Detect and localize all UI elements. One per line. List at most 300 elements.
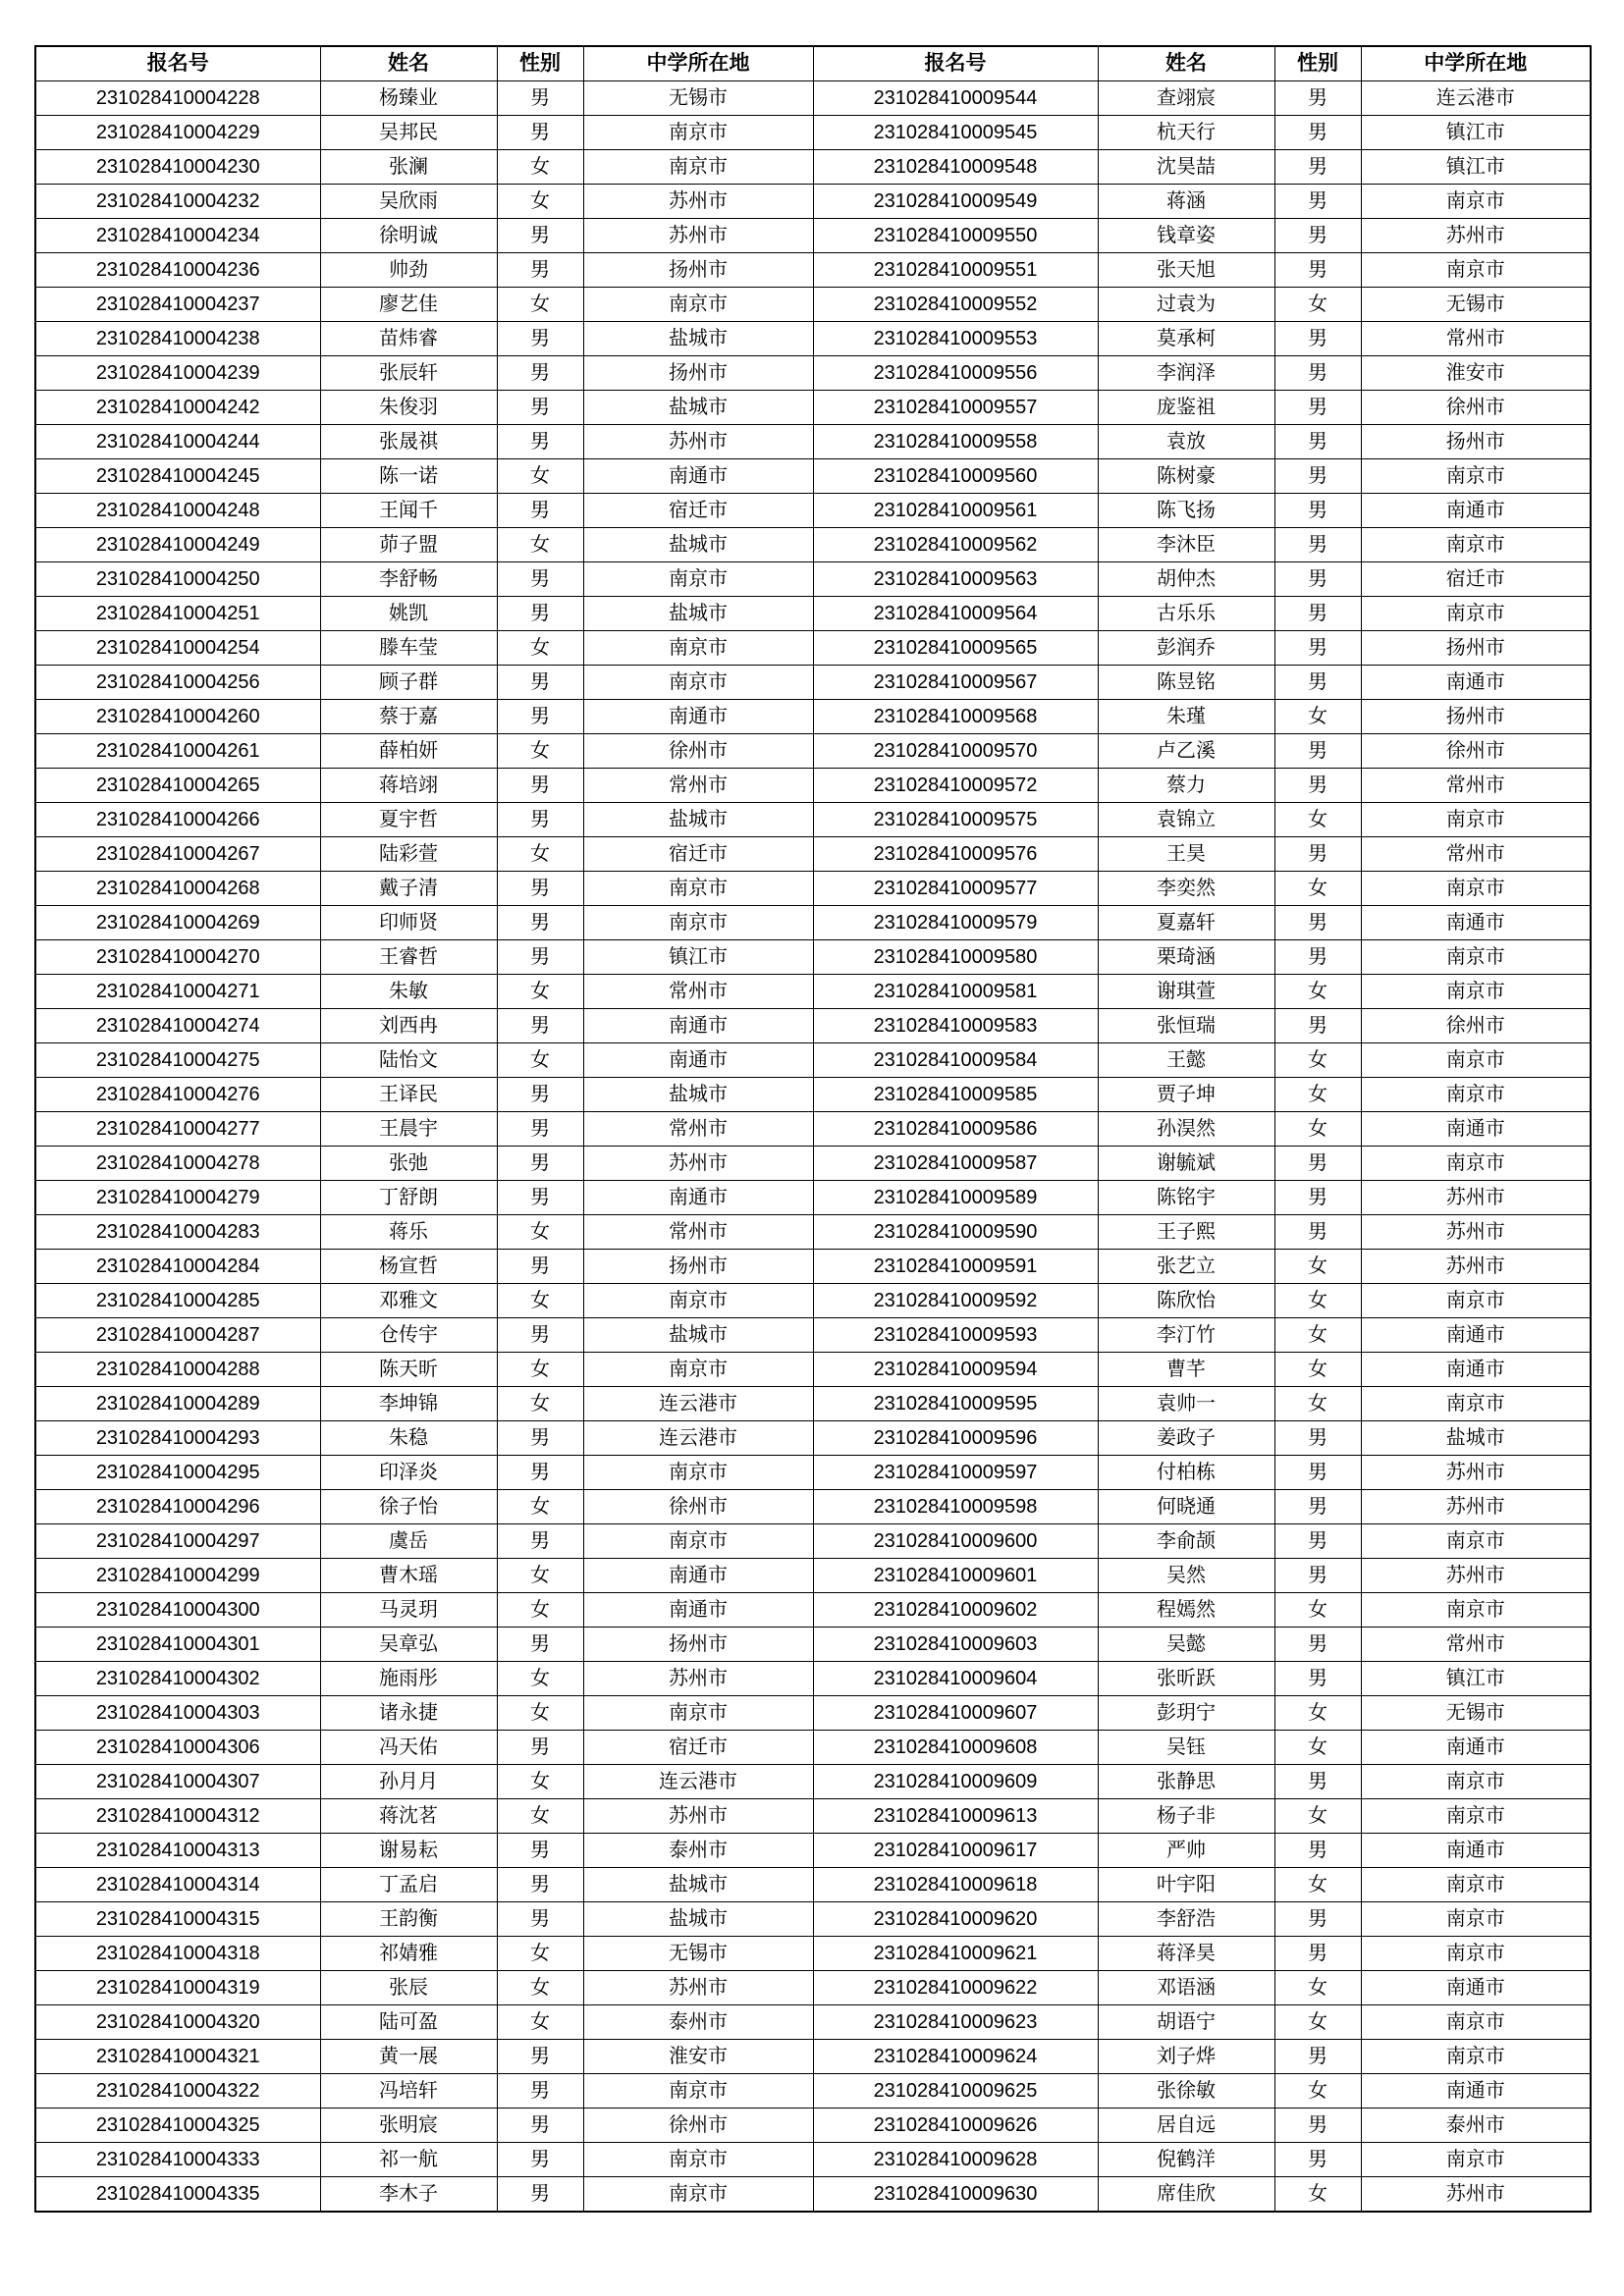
gender-cell: 男: [497, 906, 583, 940]
school-city-cell: 盐城市: [583, 391, 813, 425]
registration-number-cell: 231028410004325: [35, 2109, 320, 2143]
registration-number-cell: 231028410009552: [813, 288, 1098, 322]
name-cell: 张弛: [320, 1147, 497, 1181]
gender-cell: 男: [497, 803, 583, 837]
gender-cell: 男: [1274, 631, 1361, 666]
header-school-city-right: 中学所在地: [1361, 46, 1591, 81]
registration-number-cell: 231028410009591: [813, 1250, 1098, 1284]
school-city-cell: 连云港市: [583, 1387, 813, 1421]
gender-cell: 男: [497, 940, 583, 975]
school-city-cell: 连云港市: [583, 1421, 813, 1456]
gender-cell: 男: [1274, 1490, 1361, 1524]
gender-cell: 女: [1274, 288, 1361, 322]
table-row: [35, 906, 1591, 940]
table-row: [35, 1284, 1591, 1318]
name-cell: 吴然: [1098, 1559, 1274, 1593]
gender-cell: 女: [1274, 1971, 1361, 2005]
header-school-city-left: 中学所在地: [583, 46, 813, 81]
gender-cell: 男: [497, 1250, 583, 1284]
school-city-cell: 扬州市: [1361, 700, 1591, 734]
school-city-cell: 常州市: [1361, 769, 1591, 803]
school-city-cell: 扬州市: [583, 1628, 813, 1662]
registration-number-cell: 231028410009590: [813, 1215, 1098, 1250]
table-row: [35, 1043, 1591, 1078]
name-cell: 印泽炎: [320, 1456, 497, 1490]
registration-number-cell: 231028410004299: [35, 1559, 320, 1593]
gender-cell: 女: [1274, 1353, 1361, 1387]
table-row: [35, 734, 1591, 769]
school-city-cell: 南通市: [1361, 1834, 1591, 1868]
gender-cell: 女: [1274, 2177, 1361, 2213]
name-cell: 王晨宇: [320, 1112, 497, 1147]
name-cell: 张辰轩: [320, 356, 497, 391]
school-city-cell: 盐城市: [583, 322, 813, 356]
school-city-cell: 南京市: [583, 2177, 813, 2213]
registration-number-cell: 231028410009603: [813, 1628, 1098, 1662]
name-cell: 李润泽: [1098, 356, 1274, 391]
table-row: [35, 1628, 1591, 1662]
name-cell: 王韵衡: [320, 1902, 497, 1937]
name-cell: 杨子非: [1098, 1799, 1274, 1834]
registration-number-cell: 231028410009594: [813, 1353, 1098, 1387]
name-cell: 李奕然: [1098, 872, 1274, 906]
gender-cell: 男: [1274, 769, 1361, 803]
gender-cell: 男: [1274, 1834, 1361, 1868]
name-cell: 谢易耘: [320, 1834, 497, 1868]
gender-cell: 男: [1274, 940, 1361, 975]
school-city-cell: 南京市: [1361, 1765, 1591, 1799]
registration-number-cell: 231028410009595: [813, 1387, 1098, 1421]
gender-cell: 男: [1274, 1421, 1361, 1456]
registration-number-cell: 231028410004303: [35, 1696, 320, 1731]
registration-number-cell: 231028410009593: [813, 1318, 1098, 1353]
school-city-cell: 常州市: [1361, 837, 1591, 872]
gender-cell: 男: [497, 2109, 583, 2143]
table-row: [35, 1799, 1591, 1834]
table-row: [35, 219, 1591, 253]
table-row: [35, 356, 1591, 391]
gender-cell: 男: [1274, 2109, 1361, 2143]
name-cell: 彭润乔: [1098, 631, 1274, 666]
school-city-cell: 苏州市: [583, 1799, 813, 1834]
registration-number-cell: 231028410009580: [813, 940, 1098, 975]
registration-number-cell: 231028410004242: [35, 391, 320, 425]
registration-number-cell: 231028410004320: [35, 2005, 320, 2040]
registration-number-cell: 231028410009622: [813, 1971, 1098, 2005]
school-city-cell: 南京市: [583, 666, 813, 700]
registration-number-cell: 231028410004239: [35, 356, 320, 391]
gender-cell: 女: [497, 185, 583, 219]
registration-number-cell: 231028410004274: [35, 1009, 320, 1043]
registration-number-cell: 231028410004321: [35, 2040, 320, 2074]
registration-number-cell: 231028410004285: [35, 1284, 320, 1318]
registration-number-cell: 231028410009584: [813, 1043, 1098, 1078]
name-cell: 夏嘉轩: [1098, 906, 1274, 940]
school-city-cell: 盐城市: [583, 1868, 813, 1902]
gender-cell: 男: [1274, 1902, 1361, 1937]
registration-number-cell: 231028410004283: [35, 1215, 320, 1250]
name-cell: 古乐乐: [1098, 597, 1274, 631]
school-city-cell: 徐州市: [1361, 391, 1591, 425]
school-city-cell: 常州市: [583, 1112, 813, 1147]
name-cell: 顾子群: [320, 666, 497, 700]
gender-cell: 男: [1274, 2143, 1361, 2177]
registration-number-cell: 231028410004293: [35, 1421, 320, 1456]
registration-number-cell: 231028410004295: [35, 1456, 320, 1490]
gender-cell: 女: [1274, 1078, 1361, 1112]
school-city-cell: 南通市: [583, 1559, 813, 1593]
header-name-left: 姓名: [320, 46, 497, 81]
school-city-cell: 盐城市: [583, 1318, 813, 1353]
table-row: [35, 528, 1591, 562]
gender-cell: 女: [497, 1765, 583, 1799]
table-row: [35, 803, 1591, 837]
name-cell: 夏宇哲: [320, 803, 497, 837]
gender-cell: 女: [497, 1937, 583, 1971]
registration-number-cell: 231028410004256: [35, 666, 320, 700]
registration-number-cell: 231028410009564: [813, 597, 1098, 631]
school-city-cell: 南通市: [583, 459, 813, 494]
name-cell: 邓语涵: [1098, 1971, 1274, 2005]
name-cell: 李木子: [320, 2177, 497, 2213]
school-city-cell: 苏州市: [583, 1147, 813, 1181]
name-cell: 杭天行: [1098, 116, 1274, 150]
gender-cell: 女: [497, 150, 583, 185]
name-cell: 张昕跃: [1098, 1662, 1274, 1696]
name-cell: 印师贤: [320, 906, 497, 940]
gender-cell: 男: [1274, 322, 1361, 356]
gender-cell: 男: [497, 322, 583, 356]
gender-cell: 男: [1274, 1662, 1361, 1696]
document-page: [34, 45, 1590, 2213]
name-cell: 查翊宸: [1098, 81, 1274, 116]
name-cell: 王译民: [320, 1078, 497, 1112]
gender-cell: 男: [1274, 494, 1361, 528]
name-cell: 邓雅文: [320, 1284, 497, 1318]
table-row: [35, 1009, 1591, 1043]
gender-cell: 男: [1274, 150, 1361, 185]
registration-number-cell: 231028410009617: [813, 1834, 1098, 1868]
gender-cell: 男: [1274, 391, 1361, 425]
table-row: [35, 1868, 1591, 1902]
table-row: [35, 666, 1591, 700]
gender-cell: 男: [1274, 1181, 1361, 1215]
school-city-cell: 宿迁市: [583, 494, 813, 528]
school-city-cell: 无锡市: [583, 81, 813, 116]
table-row: [35, 631, 1591, 666]
school-city-cell: 常州市: [1361, 322, 1591, 356]
name-cell: 陈树豪: [1098, 459, 1274, 494]
header-registration-number-left: 报名号: [35, 46, 320, 81]
registration-number-cell: 231028410004267: [35, 837, 320, 872]
name-cell: 戴子清: [320, 872, 497, 906]
school-city-cell: 南京市: [583, 631, 813, 666]
name-cell: 张辰: [320, 1971, 497, 2005]
gender-cell: 女: [497, 459, 583, 494]
school-city-cell: 无锡市: [1361, 288, 1591, 322]
registration-number-cell: 231028410009561: [813, 494, 1098, 528]
name-cell: 徐明诚: [320, 219, 497, 253]
name-cell: 帅劲: [320, 253, 497, 288]
registration-number-cell: 231028410004322: [35, 2074, 320, 2109]
registration-number-cell: 231028410004313: [35, 1834, 320, 1868]
registration-number-cell: 231028410004319: [35, 1971, 320, 2005]
school-city-cell: 南京市: [583, 906, 813, 940]
school-city-cell: 扬州市: [583, 356, 813, 391]
school-city-cell: 常州市: [583, 975, 813, 1009]
gender-cell: 男: [497, 2177, 583, 2213]
school-city-cell: 盐城市: [583, 528, 813, 562]
registration-number-cell: 231028410009577: [813, 872, 1098, 906]
gender-cell: 男: [1274, 1765, 1361, 1799]
school-city-cell: 南京市: [1361, 185, 1591, 219]
registration-number-cell: 231028410009563: [813, 562, 1098, 597]
name-cell: 蔡于嘉: [320, 700, 497, 734]
name-cell: 卢乙溪: [1098, 734, 1274, 769]
name-cell: 祁一航: [320, 2143, 497, 2177]
school-city-cell: 徐州市: [1361, 734, 1591, 769]
name-cell: 李舒浩: [1098, 1902, 1274, 1937]
table-row: [35, 1593, 1591, 1628]
gender-cell: 男: [497, 1112, 583, 1147]
name-cell: 蒋泽昊: [1098, 1937, 1274, 1971]
name-cell: 张澜: [320, 150, 497, 185]
school-city-cell: 南京市: [1361, 459, 1591, 494]
gender-cell: 女: [1274, 2074, 1361, 2109]
gender-cell: 女: [1274, 872, 1361, 906]
registration-number-cell: 231028410009597: [813, 1456, 1098, 1490]
gender-cell: 女: [497, 1559, 583, 1593]
school-city-cell: 南京市: [1361, 1147, 1591, 1181]
table-row: [35, 494, 1591, 528]
school-city-cell: 南京市: [583, 1353, 813, 1387]
table-row: [35, 81, 1591, 116]
registration-number-cell: 231028410004296: [35, 1490, 320, 1524]
gender-cell: 男: [1274, 734, 1361, 769]
gender-cell: 男: [497, 1456, 583, 1490]
name-cell: 虞岳: [320, 1524, 497, 1559]
school-city-cell: 徐州市: [1361, 1009, 1591, 1043]
name-cell: 祁婧雅: [320, 1937, 497, 1971]
name-cell: 陈天昕: [320, 1353, 497, 1387]
table-row: [35, 2177, 1591, 2213]
registration-number-cell: 231028410009628: [813, 2143, 1098, 2177]
registration-number-cell: 231028410009545: [813, 116, 1098, 150]
name-cell: 叶宇阳: [1098, 1868, 1274, 1902]
name-cell: 张天旭: [1098, 253, 1274, 288]
school-city-cell: 扬州市: [583, 253, 813, 288]
school-city-cell: 南京市: [1361, 1078, 1591, 1112]
school-city-cell: 盐城市: [583, 803, 813, 837]
table-row: [35, 1524, 1591, 1559]
table-row: [35, 1112, 1591, 1147]
gender-cell: 女: [497, 1971, 583, 2005]
name-cell: 陈一诺: [320, 459, 497, 494]
name-cell: 胡语宁: [1098, 2005, 1274, 2040]
gender-cell: 女: [497, 1284, 583, 1318]
table-row: [35, 1696, 1591, 1731]
gender-cell: 男: [497, 1181, 583, 1215]
name-cell: 张徐敏: [1098, 2074, 1274, 2109]
gender-cell: 女: [497, 975, 583, 1009]
school-city-cell: 南京市: [583, 2143, 813, 2177]
name-cell: 倪鹤洋: [1098, 2143, 1274, 2177]
school-city-cell: 苏州市: [583, 185, 813, 219]
name-cell: 吴钰: [1098, 1731, 1274, 1765]
name-cell: 杨臻业: [320, 81, 497, 116]
registration-number-cell: 231028410004301: [35, 1628, 320, 1662]
gender-cell: 男: [497, 391, 583, 425]
registration-number-cell: 231028410004289: [35, 1387, 320, 1421]
gender-cell: 女: [1274, 1387, 1361, 1421]
registration-number-cell: 231028410009626: [813, 2109, 1098, 2143]
header-name-right: 姓名: [1098, 46, 1274, 81]
gender-cell: 男: [497, 562, 583, 597]
name-cell: 何晓通: [1098, 1490, 1274, 1524]
name-cell: 朱敏: [320, 975, 497, 1009]
school-city-cell: 淮安市: [1361, 356, 1591, 391]
school-city-cell: 南京市: [1361, 1043, 1591, 1078]
registration-number-cell: 231028410009586: [813, 1112, 1098, 1147]
table-row: [35, 2040, 1591, 2074]
name-cell: 马灵玥: [320, 1593, 497, 1628]
school-city-cell: 苏州市: [583, 1971, 813, 2005]
gender-cell: 男: [497, 1628, 583, 1662]
name-cell: 袁帅一: [1098, 1387, 1274, 1421]
table-row: [35, 288, 1591, 322]
school-city-cell: 南京市: [1361, 803, 1591, 837]
registration-number-cell: 231028410009604: [813, 1662, 1098, 1696]
header-gender-left: 性别: [497, 46, 583, 81]
name-cell: 胡仲杰: [1098, 562, 1274, 597]
school-city-cell: 连云港市: [1361, 81, 1591, 116]
name-cell: 王昊: [1098, 837, 1274, 872]
school-city-cell: 南通市: [583, 1009, 813, 1043]
registration-number-cell: 231028410009544: [813, 81, 1098, 116]
name-cell: 谢琪萱: [1098, 975, 1274, 1009]
school-city-cell: 南京市: [1361, 1524, 1591, 1559]
gender-cell: 女: [497, 1353, 583, 1387]
gender-cell: 男: [497, 872, 583, 906]
table-row: [35, 1731, 1591, 1765]
registration-number-cell: 231028410009589: [813, 1181, 1098, 1215]
name-cell: 丁孟启: [320, 1868, 497, 1902]
registration-number-cell: 231028410004271: [35, 975, 320, 1009]
name-cell: 沈昊喆: [1098, 150, 1274, 185]
name-cell: 姚凯: [320, 597, 497, 631]
gender-cell: 男: [497, 700, 583, 734]
school-city-cell: 镇江市: [1361, 116, 1591, 150]
registration-number-cell: 231028410009581: [813, 975, 1098, 1009]
registration-number-cell: 231028410009601: [813, 1559, 1098, 1593]
gender-cell: 男: [1274, 1009, 1361, 1043]
table-row: [35, 1971, 1591, 2005]
name-cell: 席佳欣: [1098, 2177, 1274, 2213]
registration-number-cell: 231028410004249: [35, 528, 320, 562]
registration-number-cell: 231028410009602: [813, 1593, 1098, 1628]
gender-cell: 女: [497, 734, 583, 769]
gender-cell: 男: [497, 2143, 583, 2177]
registration-number-cell: 231028410004270: [35, 940, 320, 975]
gender-cell: 女: [497, 1490, 583, 1524]
school-city-cell: 盐城市: [1361, 1421, 1591, 1456]
name-cell: 朱瑾: [1098, 700, 1274, 734]
name-cell: 严帅: [1098, 1834, 1274, 1868]
school-city-cell: 苏州市: [1361, 1215, 1591, 1250]
table-row: [35, 150, 1591, 185]
table-row: [35, 2005, 1591, 2040]
name-cell: 钱章姿: [1098, 219, 1274, 253]
gender-cell: 女: [497, 1043, 583, 1078]
name-cell: 谢毓斌: [1098, 1147, 1274, 1181]
registration-number-cell: 231028410004236: [35, 253, 320, 288]
table-row: [35, 872, 1591, 906]
school-city-cell: 南京市: [1361, 1284, 1591, 1318]
registration-number-cell: 231028410004288: [35, 1353, 320, 1387]
school-city-cell: 南通市: [583, 1043, 813, 1078]
name-cell: 李汀竹: [1098, 1318, 1274, 1353]
school-city-cell: 南通市: [1361, 666, 1591, 700]
school-city-cell: 淮安市: [583, 2040, 813, 2074]
table-row: [35, 1490, 1591, 1524]
school-city-cell: 盐城市: [583, 597, 813, 631]
school-city-cell: 南京市: [583, 150, 813, 185]
table-row: [35, 2074, 1591, 2109]
table-row: [35, 1147, 1591, 1181]
school-city-cell: 镇江市: [1361, 150, 1591, 185]
name-cell: 张艺立: [1098, 1250, 1274, 1284]
name-cell: 茆子盟: [320, 528, 497, 562]
school-city-cell: 苏州市: [583, 1662, 813, 1696]
gender-cell: 男: [497, 666, 583, 700]
gender-cell: 男: [1274, 1456, 1361, 1490]
registration-number-cell: 231028410004232: [35, 185, 320, 219]
name-cell: 丁舒朗: [320, 1181, 497, 1215]
registration-number-cell: 231028410009592: [813, 1284, 1098, 1318]
school-city-cell: 宿迁市: [583, 837, 813, 872]
name-cell: 陈铭宇: [1098, 1181, 1274, 1215]
school-city-cell: 苏州市: [1361, 2177, 1591, 2213]
name-cell: 吴欣雨: [320, 185, 497, 219]
registration-number-cell: 231028410009551: [813, 253, 1098, 288]
gender-cell: 女: [1274, 1250, 1361, 1284]
table-row: [35, 2109, 1591, 2143]
registration-number-cell: 231028410004266: [35, 803, 320, 837]
name-cell: 李舒畅: [320, 562, 497, 597]
registration-number-cell: 231028410009623: [813, 2005, 1098, 2040]
registration-number-cell: 231028410009556: [813, 356, 1098, 391]
registration-number-cell: 231028410004244: [35, 425, 320, 459]
gender-cell: 男: [1274, 253, 1361, 288]
gender-cell: 男: [497, 597, 583, 631]
school-city-cell: 宿迁市: [583, 1731, 813, 1765]
gender-cell: 男: [1274, 81, 1361, 116]
gender-cell: 女: [497, 1593, 583, 1628]
name-cell: 蔡力: [1098, 769, 1274, 803]
school-city-cell: 南京市: [1361, 2040, 1591, 2074]
name-cell: 李坤锦: [320, 1387, 497, 1421]
gender-cell: 女: [1274, 1731, 1361, 1765]
gender-cell: 男: [497, 1009, 583, 1043]
name-cell: 张明宸: [320, 2109, 497, 2143]
gender-cell: 女: [1274, 1318, 1361, 1353]
gender-cell: 男: [1274, 1628, 1361, 1662]
gender-cell: 女: [1274, 1593, 1361, 1628]
table-row: [35, 1834, 1591, 1868]
header-registration-number-right: 报名号: [813, 46, 1098, 81]
gender-cell: 女: [497, 1799, 583, 1834]
gender-cell: 男: [1274, 562, 1361, 597]
